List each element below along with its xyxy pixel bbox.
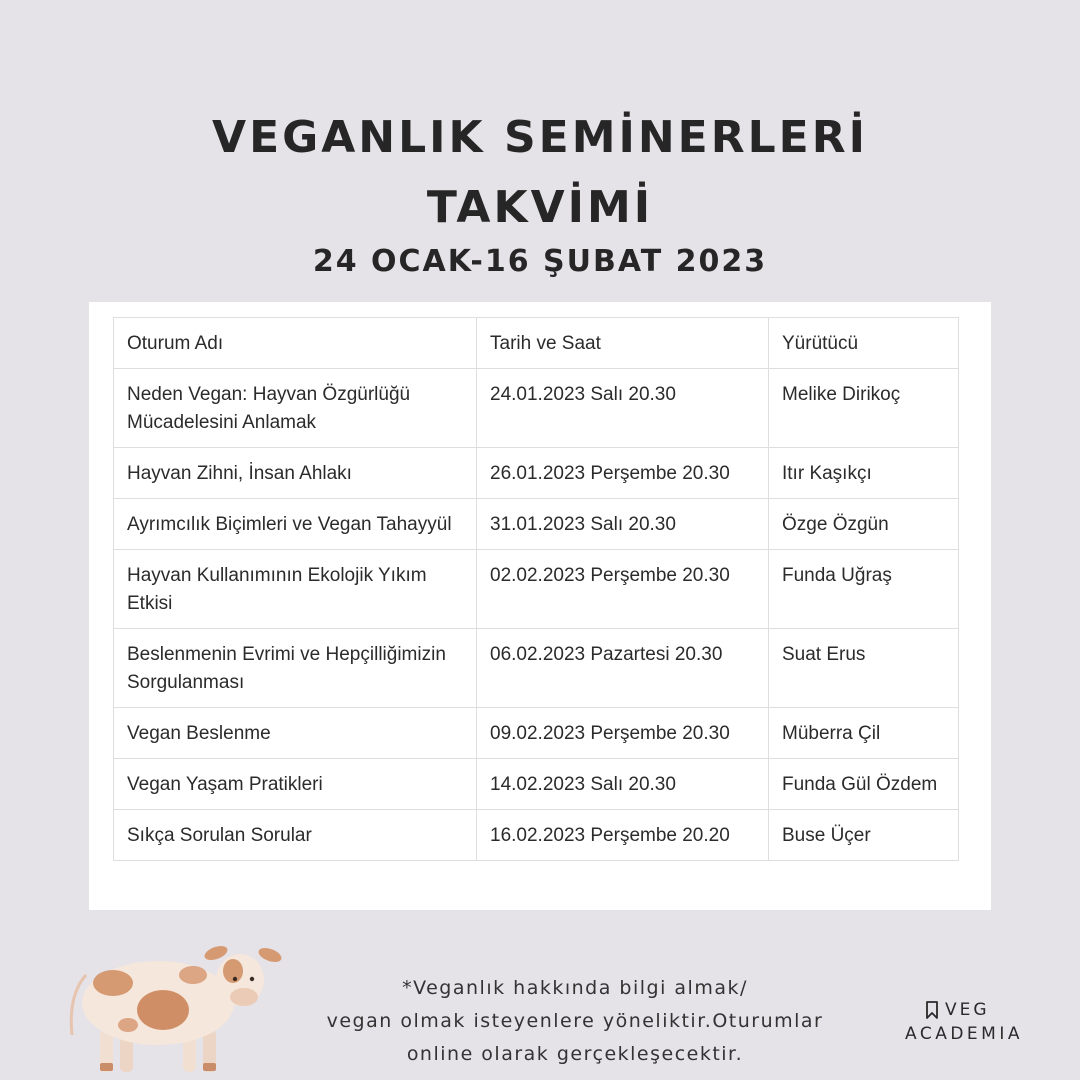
footer-note [290,972,860,1071]
table-header-row [114,318,959,369]
session-name: Hayvan Zihni, İnsan Ahlakı [114,448,477,499]
table-row [114,708,959,759]
footer-note-line2: vegan olmak isteyenlere yöneliktir.Oturumlar [326,1010,824,1032]
session-datetime: 09.02.2023 Perşembe 20.30 [477,708,769,759]
session-datetime: 26.01.2023 Perşembe 20.30 [477,448,769,499]
session-name: Vegan Beslenme [114,708,477,759]
footer-note-line1: *Veganlık hakkında bilgi almak/ [402,977,748,999]
table-row [114,629,959,708]
table-row [114,810,959,861]
cow-illustration [58,935,288,1075]
session-datetime: 06.02.2023 Pazartesi 20.30 [477,629,769,708]
logo-text-top: VEG [945,1000,990,1020]
session-presenter: Müberra Çil [769,708,959,759]
date-range: 24 OCAK-16 ŞUBAT 2023 [312,244,768,279]
session-name: Beslenmenin Evrimi ve Hepçilliğimizin Sorgulanması [114,629,477,708]
column-header-datetime: Tarih ve Saat [477,318,769,369]
session-datetime: 02.02.2023 Perşembe 20.30 [477,550,769,629]
column-header-session: Oturum Adı [114,318,477,369]
table-row [114,499,959,550]
session-presenter: Itır Kaşıkçı [769,448,959,499]
session-presenter: Melike Dirikoç [769,369,959,448]
session-name: Vegan Yaşam Pratikleri [114,759,477,810]
table-row [114,550,959,629]
table-row [114,369,959,448]
schedule-card [89,302,991,910]
bookmark-icon [925,1001,939,1019]
page-title-line1: VEGANLIK SEMİNERLERİ [212,112,868,163]
veg-academia-logo [905,1000,1045,1044]
footer-note-line3: online olarak gerçekleşecektir. [406,1043,744,1065]
page-title-line2: TAKVİMİ [426,182,654,233]
session-datetime: 14.02.2023 Salı 20.30 [477,759,769,810]
session-name: Ayrımcılık Biçimleri ve Vegan Tahayyül [114,499,477,550]
session-datetime: 24.01.2023 Salı 20.30 [477,369,769,448]
session-presenter: Suat Erus [769,629,959,708]
schedule-table [113,317,959,861]
table-row [114,448,959,499]
session-presenter: Funda Gül Özdem [769,759,959,810]
session-datetime: 31.01.2023 Salı 20.30 [477,499,769,550]
session-presenter: Funda Uğraş [769,550,959,629]
session-name: Sıkça Sorulan Sorular [114,810,477,861]
session-name: Neden Vegan: Hayvan Özgürlüğü Mücadelesini Anlamak [114,369,477,448]
session-name: Hayvan Kullanımının Ekolojik Yıkım Etkisi [114,550,477,629]
session-presenter: Buse Üçer [769,810,959,861]
logo-text-bottom: ACADEMIA [905,1024,1023,1044]
session-datetime: 16.02.2023 Perşembe 20.20 [477,810,769,861]
column-header-presenter: Yürütücü [769,318,959,369]
table-row [114,759,959,810]
session-presenter: Özge Özgün [769,499,959,550]
